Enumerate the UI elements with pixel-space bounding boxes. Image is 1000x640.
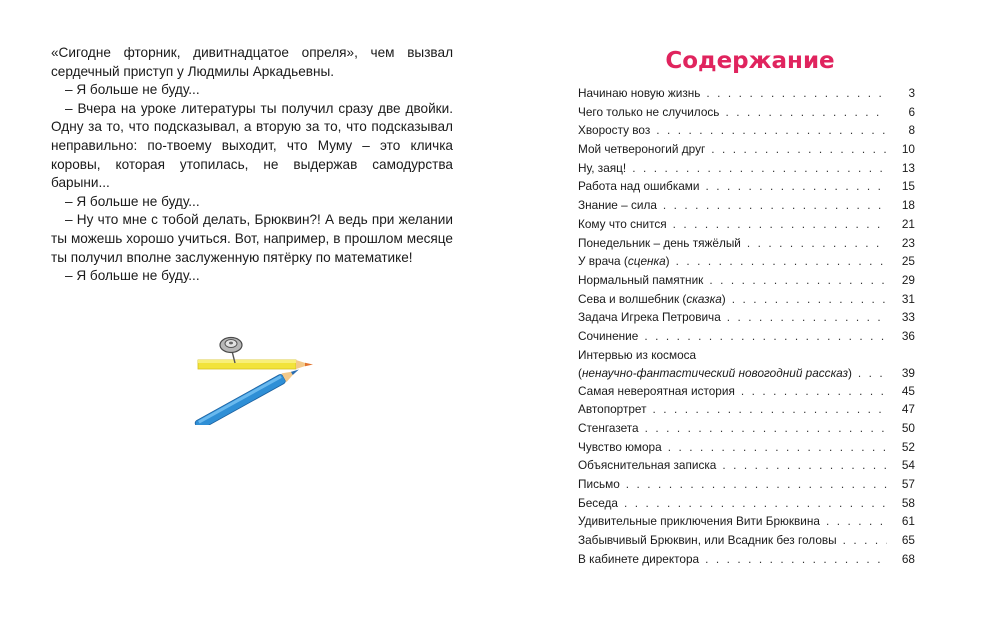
- toc-entry[interactable]: [578, 329, 915, 348]
- leader-dots: [747, 236, 887, 250]
- leader-dots: [732, 292, 887, 306]
- toc-entry-page: 57: [901, 477, 915, 492]
- toc-entry-page: 33: [901, 310, 915, 325]
- leader-dots: [843, 533, 887, 547]
- toc-entry[interactable]: [578, 514, 915, 533]
- toc-entry[interactable]: [578, 254, 915, 273]
- toc-entry-page: 47: [901, 402, 915, 417]
- leader-dots: [644, 329, 887, 343]
- leader-dots: [668, 440, 887, 454]
- blue-pencil-icon: [194, 365, 301, 425]
- toc-entry-page: 50: [901, 421, 915, 435]
- toc-entry-page: 6: [908, 104, 915, 119]
- toc-entry-title: Хворосту воз: [578, 123, 651, 138]
- toc-entry-title: Письмо: [578, 477, 620, 492]
- toc-entry[interactable]: [578, 105, 915, 124]
- toc-entry[interactable]: [578, 440, 915, 459]
- toc-entry-page: 13: [901, 160, 915, 175]
- toc-entry-page: 45: [901, 383, 915, 398]
- toc-entry-page: 65: [901, 533, 915, 548]
- leader-dots: [727, 310, 887, 324]
- toc-entry-title: Самая невероятная история: [578, 383, 735, 398]
- toc-entry-page: 68: [901, 551, 915, 566]
- toc-entry[interactable]: [578, 236, 915, 255]
- toc-entry-subtitle: (ненаучно-фантастический новогодний рассказ): [578, 365, 852, 380]
- leader-dots: [705, 552, 887, 566]
- toc-entry-page: 3: [908, 86, 915, 100]
- leader-dots: [676, 254, 887, 268]
- toc-entry-title: Забывчивый Брюквин, или Всадник без головы: [578, 533, 837, 548]
- toc-entry-title: Нормальный памятник: [578, 272, 704, 287]
- story-paragraph: «Сигодне фторник, дивитнадцатое опреля», чем вызвал сердечный приступ у Людмилы Аркадьевны.: [51, 45, 453, 79]
- toc-entry-page: 15: [901, 179, 915, 194]
- toc-entry-page: 52: [901, 439, 915, 454]
- leader-dots: [706, 86, 887, 100]
- toc-entry-title: Кому что снится: [578, 216, 667, 231]
- story-paragraph: – Я больше не буду...: [65, 82, 200, 98]
- story-paragraph: – Я больше не буду...: [65, 193, 200, 209]
- toc-entry[interactable]: [578, 142, 915, 161]
- toc-entry[interactable]: [578, 86, 915, 105]
- leader-dots: [673, 217, 887, 231]
- toc-entry[interactable]: [578, 421, 915, 440]
- toc-entry-page: 25: [901, 254, 915, 269]
- toc-entry-page: 61: [901, 514, 915, 529]
- toc-entry-title: Стенгазета: [578, 421, 639, 435]
- story-text: [51, 44, 453, 286]
- toc-entry-title: У врача (сценка): [578, 254, 670, 269]
- toc-entry-title: Понедельник – день тяжёлый: [578, 235, 741, 250]
- toc-entry-title: Чувство юмора: [578, 439, 662, 454]
- toc-entry-page: 18: [901, 198, 915, 213]
- toc-entry-page: 29: [901, 272, 915, 287]
- toc-entry[interactable]: [578, 477, 915, 496]
- toc-entry[interactable]: [578, 123, 915, 142]
- table-of-contents: [578, 86, 915, 571]
- leader-dots: [706, 179, 888, 193]
- toc-entry[interactable]: [578, 496, 915, 515]
- toc-entry-title: Чего только не случилось: [578, 104, 720, 119]
- leader-dots: [741, 384, 887, 398]
- toc-entry[interactable]: [578, 458, 915, 477]
- story-paragraph: – Вчера на уроке литературы ты получил сразу две двойки. Одну за то, что подсказывал, а вторую за то, что подсказывал неправильно: по-твоему выходит, что Муму – это кличка коровы, которая утопилась, не выдержав самодурства барыни...: [51, 100, 453, 191]
- toc-entry[interactable]: [578, 384, 915, 403]
- leader-dots: [663, 198, 887, 212]
- toc-entry[interactable]: [578, 348, 915, 384]
- leader-dots: [826, 514, 887, 528]
- toc-entry-page: 21: [901, 216, 915, 231]
- toc-entry[interactable]: [578, 292, 915, 311]
- toc-entry-title: Ну, заяц!: [578, 160, 627, 175]
- toc-entry-title: Сева и волшебник (сказка): [578, 291, 726, 306]
- toc-entry-title: Сочинение: [578, 328, 639, 343]
- toc-entry-title: Беседа: [578, 495, 618, 510]
- leader-dots: [725, 105, 887, 119]
- toc-entry-page: 10: [901, 142, 915, 157]
- toc-heading: Содержание: [665, 48, 835, 74]
- thumbtack-icon: [220, 338, 242, 364]
- toc-entry[interactable]: [578, 179, 915, 198]
- yellow-pencil-icon: [198, 360, 313, 369]
- toc-entry[interactable]: [578, 402, 915, 421]
- toc-entry-page: 39: [901, 365, 915, 380]
- toc-entry[interactable]: [578, 198, 915, 217]
- toc-entry[interactable]: [578, 161, 915, 180]
- toc-entry-title: Автопортрет: [578, 402, 647, 417]
- toc-entry-note: сценка: [627, 254, 666, 269]
- toc-entry-page: 23: [901, 235, 915, 250]
- toc-entry-page: 58: [901, 495, 915, 510]
- toc-entry[interactable]: [578, 217, 915, 236]
- toc-entry-title: В кабинете директора: [578, 551, 700, 566]
- toc-entry-title: Мой четвероногий друг: [578, 142, 706, 157]
- leader-dots: [624, 496, 887, 510]
- toc-entry[interactable]: [578, 552, 915, 571]
- leader-dots: [722, 458, 887, 472]
- toc-entry-title: Работа над ошибками: [578, 179, 700, 194]
- toc-entry-page: 31: [901, 291, 915, 306]
- leader-dots: [656, 123, 887, 137]
- leader-dots: [711, 142, 887, 156]
- toc-entry-page: 36: [901, 328, 915, 343]
- toc-entry[interactable]: [578, 310, 915, 329]
- toc-entry-note: сказка: [686, 291, 722, 306]
- toc-entry-page: 8: [908, 123, 915, 138]
- story-paragraph: – Я больше не буду...: [65, 268, 200, 284]
- toc-entry-title: Задача Игрека Петровича: [578, 310, 721, 325]
- toc-entry[interactable]: [578, 273, 915, 292]
- leader-dots: [858, 366, 887, 380]
- toc-entry-title: Начинаю новую жизнь: [578, 86, 701, 100]
- leader-dots: [626, 477, 887, 491]
- leader-dots: [632, 161, 887, 175]
- toc-entry-title: Удивительные приключения Вити Брюквина: [578, 514, 820, 529]
- toc-entry-title: Объяснительная записка: [578, 458, 717, 473]
- story-paragraph: – Ну что мне с тобой делать, Брюквин?! А ведь при желании ты можешь хорошо учиться. Вот, например, в прошлом месяце ты получил вполне заслуженную пятёрку по математике!: [51, 212, 453, 265]
- leader-dots: [653, 402, 888, 416]
- leader-dots: [645, 421, 887, 435]
- pencils-illustration: [186, 325, 326, 425]
- toc-entry-note: ненаучно-фантастический новогодний рассказ: [581, 365, 848, 380]
- leader-dots: [709, 273, 887, 287]
- toc-entry[interactable]: [578, 533, 915, 552]
- toc-entry-page: 54: [901, 458, 915, 473]
- right-page: [500, 0, 1000, 640]
- toc-entry-title: Интервью из космоса: [578, 347, 697, 362]
- toc-entry-title: Знание – сила: [578, 198, 657, 213]
